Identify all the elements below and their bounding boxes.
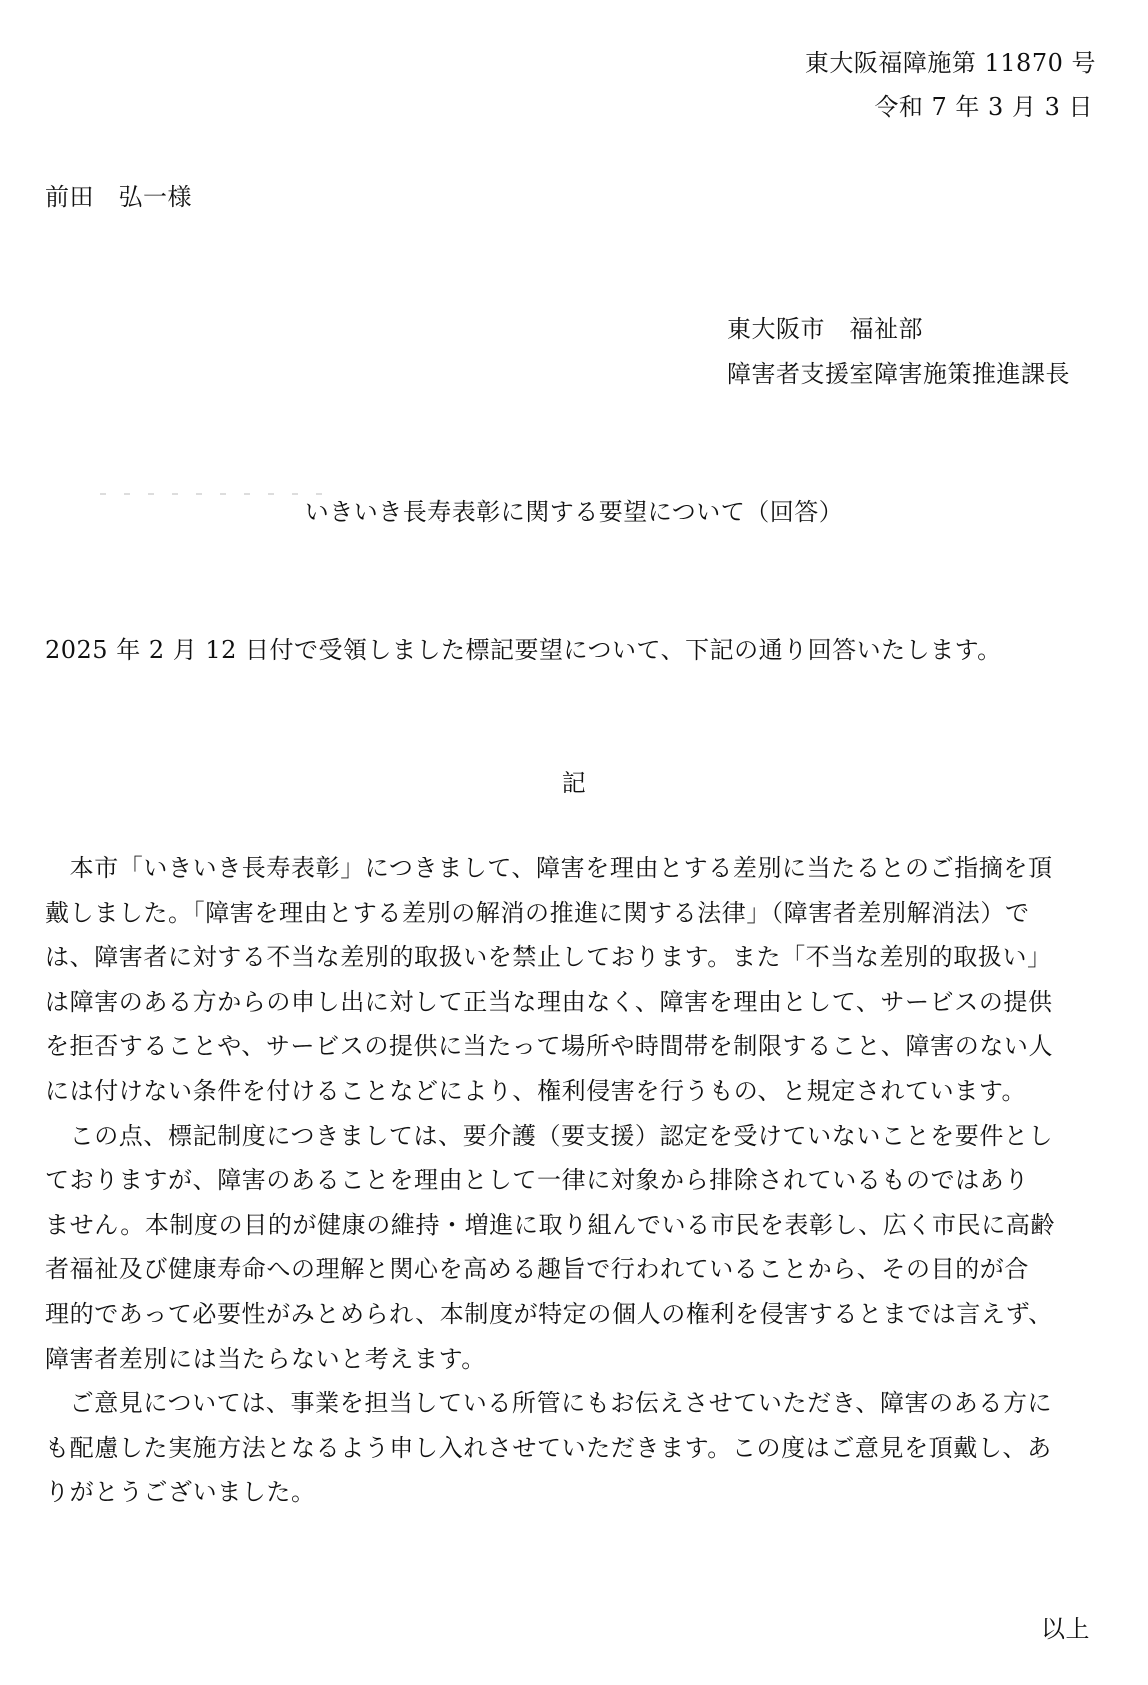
scan-artifact — [100, 493, 340, 495]
addressee: 前田 弘一様 — [45, 183, 192, 211]
subject-title: いきいき長寿表彰に関する要望について（回答） — [304, 498, 844, 526]
body-line: 戴しました。「障害を理由とする差別の解消の推進に関する法律」（障害者差別解消法）で — [45, 898, 1030, 927]
body-line: 本市「いきいき長寿表彰」につきまして、障害を理由とする差別に当たるとのご指摘を頂 — [45, 854, 1053, 882]
body-line: この点、標記制度につきましては、要介護（要支援）認定を受けていないことを要件とし — [45, 1121, 1054, 1150]
document-number: 東大阪福障施第 11870 号 — [804, 49, 1096, 77]
body-line: ておりますが、障害のあることを理由として一律に対象から排除されているものではあり — [45, 1166, 1029, 1195]
sender-department: 東大阪市 福祉部 — [727, 315, 923, 343]
closing-mark: 以上 — [1041, 1615, 1090, 1643]
body-line: ご意見については、事業を担当している所管にもお伝えさせていただき、障害のある方に — [45, 1389, 1053, 1418]
document-date: 令和 7 年 3 月 3 日 — [874, 93, 1093, 121]
intro-paragraph: 2025 年 2 月 12 日付で受領しました標記要望について、下記の通り回答いたします。 — [45, 636, 1002, 664]
body-line: を拒否することや、サービスの提供に当たって場所や時間帯を制限すること、障害のない人 — [45, 1032, 1054, 1061]
sender-title: 障害者支援室障害施策推進課長 — [727, 360, 1070, 388]
body-line: には付けない条件を付けることなどにより、権利侵害を行うもの、と規定されています。 — [45, 1076, 1027, 1105]
body-line: は、障害者に対する不当な差別的取扱いを禁止しております。また「不当な差別的取扱い」 — [45, 943, 1052, 972]
body-line: りがとうございました。 — [45, 1478, 316, 1507]
ki-heading: 記 — [561, 769, 587, 797]
body-line: 理的であって必要性がみとめられ、本制度が特定の個人の権利を侵害するとまでは言えず、 — [45, 1299, 1053, 1328]
body-line: も配慮した実施方法となるよう申し入れさせていただきます。この度はご意見を頂戴し、あ — [45, 1433, 1052, 1462]
body-line: ません。本制度の目的が健康の維持・増進に取り組んでいる市民を表彰し、広く市民に高齢 — [45, 1210, 1056, 1239]
body-line: は障害のある方からの申し出に対して正当な理由なく、障害を理由として、サービスの提供 — [45, 987, 1053, 1016]
body-line: 者福祉及び健康寿命への理解と関心を高める趣旨で行われていることから、その目的が合 — [45, 1255, 1029, 1284]
body-line: 障害者差別には当たらないと考えます。 — [45, 1344, 486, 1373]
body-text — [45, 853, 1105, 1522]
